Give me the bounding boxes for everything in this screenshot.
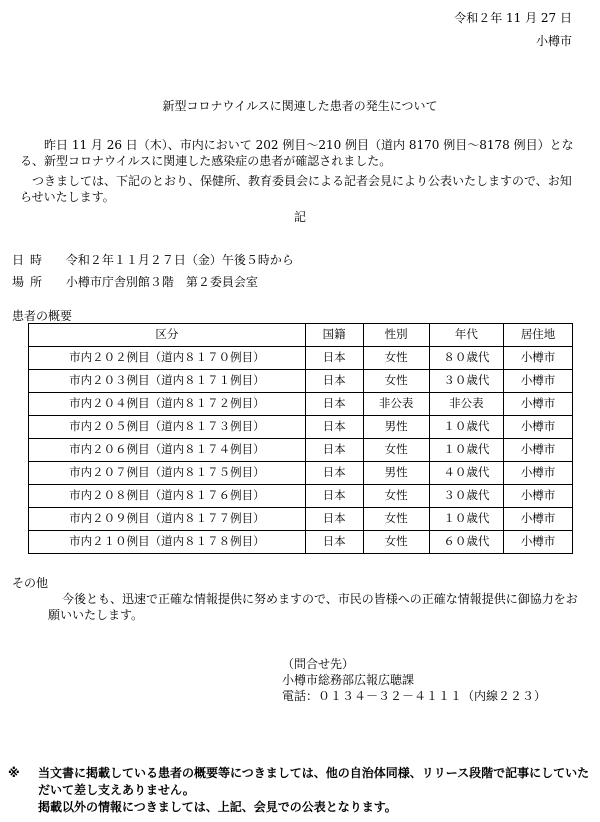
datetime-label: 日時 — [12, 253, 49, 267]
table-row — [29, 439, 573, 462]
patients-heading: 患者の概要 — [12, 309, 73, 323]
patients-table — [28, 323, 573, 554]
table-row — [29, 531, 573, 554]
table-cell: 男性 — [363, 416, 429, 439]
table-cell: 女性 — [363, 508, 429, 531]
note-mark: ※ — [8, 766, 20, 780]
table-cell: １０歳代 — [429, 439, 503, 462]
table-cell: 日本 — [305, 439, 363, 462]
place-value: 小樽市庁舎別館３階 第２委員会室 — [65, 275, 258, 289]
table-cell: ８０歳代 — [429, 347, 503, 370]
place-row — [12, 274, 258, 290]
table-cell: 女性 — [363, 439, 429, 462]
table-row — [29, 347, 573, 370]
footnote — [8, 765, 593, 815]
note-line-1: 当文書に掲載している患者の概要等につきましては、他の自治体同様、リリース段階で記事にしていただいて差し支えありません。 — [38, 766, 590, 797]
note-line-2: 掲載以外の情報につきましては、上記、会見での公表となります。 — [38, 799, 397, 814]
table-cell: 小樽市 — [504, 485, 573, 508]
table-cell: ４０歳代 — [429, 462, 503, 485]
table-cell: 市内２０５例目（道内８１７３例目） — [29, 416, 306, 439]
table-row — [29, 485, 573, 508]
table-cell: 小樽市 — [504, 439, 573, 462]
table-cell: 市内２０３例目（道内８１７１例目） — [29, 370, 306, 393]
column-header: 居住地 — [504, 324, 573, 347]
intro-paragraph: 昨日 11 月 26 日（木）、市内において 202 例目～210 例目（道内 8170 例目～8178 例目）となる、新型コロナウイルスに関連した感染症の患者が確認されました。 — [20, 138, 574, 169]
table-cell: 日本 — [305, 508, 363, 531]
document-title: 新型コロナウイルスに関連した患者の発生について — [162, 99, 438, 113]
datetime-value: 令和２年１１月２７日（金）午後５時から — [65, 253, 294, 267]
table-cell: 小樽市 — [504, 370, 573, 393]
contact-phone: 電話：０１３４－３２－４１１１（内線２２３） — [282, 689, 547, 703]
place-label: 場所 — [12, 275, 49, 289]
ki-heading: 記 — [293, 210, 306, 224]
table-cell: 日本 — [305, 370, 363, 393]
table-row — [29, 508, 573, 531]
table-cell: 非公表 — [429, 393, 503, 416]
table-cell: 非公表 — [363, 393, 429, 416]
table-cell: 小樽市 — [504, 393, 573, 416]
issuer-name: 小樽市 — [535, 34, 572, 48]
table-cell: 市内２１０例目（道内８１７８例目） — [29, 531, 306, 554]
document-date: 令和２年 11 月 27 日 — [454, 11, 572, 25]
table-row — [29, 416, 573, 439]
column-header: 年代 — [429, 324, 503, 347]
table-cell: 日本 — [305, 416, 363, 439]
table-cell: 男性 — [363, 462, 429, 485]
table-cell: ３０歳代 — [429, 370, 503, 393]
table-header-row — [29, 324, 573, 347]
column-header: 国籍 — [305, 324, 363, 347]
table-cell: 女性 — [363, 347, 429, 370]
table-cell: 市内２０４例目（道内８１７２例目） — [29, 393, 306, 416]
table-cell: 日本 — [305, 462, 363, 485]
other-heading: その他 — [12, 576, 49, 590]
datetime-row — [12, 252, 294, 268]
table-cell: 市内２０７例目（道内８１７５例目） — [29, 462, 306, 485]
column-header: 性別 — [363, 324, 429, 347]
other-text: 今後とも、迅速で正確な情報提供に努めますので、市民の皆様への正確な情報提供に御協力をお願いいたします。 — [48, 592, 578, 623]
table-cell: 小樽市 — [504, 462, 573, 485]
table-cell: 小樽市 — [504, 508, 573, 531]
table-cell: 日本 — [305, 347, 363, 370]
table-cell: 小樽市 — [504, 347, 573, 370]
contact-department: 小樽市総務部広報広聴課 — [282, 673, 415, 687]
table-cell: 市内２０６例目（道内８１７４例目） — [29, 439, 306, 462]
table-cell: 日本 — [305, 485, 363, 508]
table-cell: 女性 — [363, 485, 429, 508]
table-cell: １０歳代 — [429, 508, 503, 531]
table-cell: １０歳代 — [429, 416, 503, 439]
table-row — [29, 370, 573, 393]
table-cell: 市内２０２例目（道内８１７０例目） — [29, 347, 306, 370]
table-cell: 女性 — [363, 531, 429, 554]
table-cell: 日本 — [305, 531, 363, 554]
table-cell: 小樽市 — [504, 531, 573, 554]
table-cell: 日本 — [305, 393, 363, 416]
table-cell: 女性 — [363, 370, 429, 393]
table-row — [29, 393, 573, 416]
announcement-paragraph: つきましては、下記のとおり、保健所、教育委員会による記者会見により公表いたしますので、お知らせいたします。 — [20, 174, 572, 205]
table-cell: 市内２０８例目（道内８１７６例目） — [29, 485, 306, 508]
table-cell: 市内２０９例目（道内８１７７例目） — [29, 508, 306, 531]
table-cell: ６０歳代 — [429, 531, 503, 554]
column-header: 区分 — [29, 324, 306, 347]
table-cell: 小樽市 — [504, 416, 573, 439]
table-row — [29, 462, 573, 485]
table-cell: ３０歳代 — [429, 485, 503, 508]
contact-label: （問合せ先） — [282, 657, 355, 671]
